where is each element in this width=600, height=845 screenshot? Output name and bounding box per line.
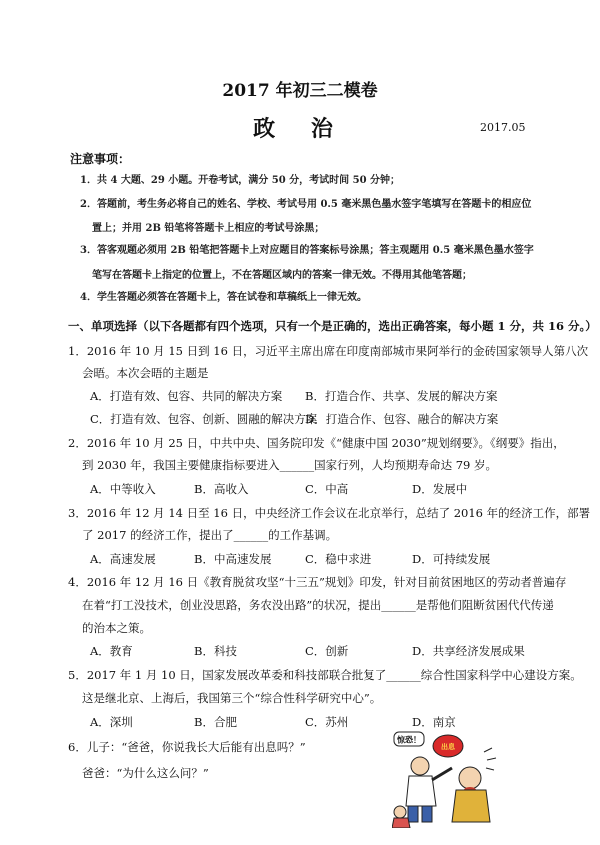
question-4-option-c: C．创新: [305, 644, 349, 658]
question-2-option-d: D．发展中: [412, 482, 468, 496]
question-4-option-d: D．共享经济发展成果: [412, 644, 525, 658]
question-4-line-3: 的治本之策。: [82, 621, 151, 635]
question-2-option-a: A．中等收入: [90, 482, 156, 496]
question-5-line-1: 5．2017 年 1 月 10 日，国家发展改革委和科技部联合批复了______综合性国家科学中心建设方案。: [68, 668, 582, 682]
question-3-line-1: 3．2016 年 12 月 14 日至 16 日，中央经济工作会议在北京举行，总结了 2016 年的经济工作，部署: [68, 506, 591, 520]
cartoon-illustration: [392, 728, 500, 828]
question-1-option-b: B．打造合作、共享、发展的解决方案: [305, 389, 498, 403]
question-1-option-a: A．打造有效、包容、共同的解决方案: [90, 389, 283, 403]
question-3-option-c: C．稳中求进: [305, 552, 372, 566]
son-body: [452, 790, 490, 822]
question-1-line-1: 1．2016 年 10 月 15 日到 16 日，习近平主席出席在印度南部城市果阿举行的金砖国家领导人第八次: [68, 344, 589, 358]
father-arm: [432, 768, 452, 780]
question-3-option-d: D．可持续发展: [412, 552, 491, 566]
question-3-option-b: B．中高速发展: [194, 552, 272, 566]
question-3-option-a: A．高速发展: [90, 552, 156, 566]
question-4-option-a: A．教育: [90, 644, 133, 658]
father-head: [411, 757, 429, 775]
question-3-line-2: 了 2017 的经济工作，提出了______的工作基调。: [82, 528, 338, 542]
note-item: 2．答题前，考生务必将自己的姓名、学校、考试号用 0.5 毫米黑色墨水签字笔填写在答题卡的相应位: [80, 199, 532, 210]
question-5-option-d: D．南京: [412, 715, 456, 729]
question-2-line-1: 2．2016 年 10 月 25 日，中共中央、国务院印发《“健康中国 2030”规划纲要》。《纲要》指出，: [68, 436, 565, 450]
question-6-line-2: 爸爸：“为什么这么问？”: [82, 766, 209, 780]
question-5-option-c: C．苏州: [305, 715, 349, 729]
question-5-option-b: B．合肥: [194, 715, 237, 729]
question-2-line-2: 到 2030 年，我国主要健康指标要进入______国家行列，人均预期寿命达 79 岁。: [82, 458, 498, 472]
question-5-option-a: A．深圳: [90, 715, 133, 729]
note-item: 4．学生答题必须答在答题卡上，答在试卷和草稿纸上一律无效。: [80, 292, 367, 303]
question-4-option-b: B．科技: [194, 644, 237, 658]
sign-text-promise: 出息: [441, 743, 455, 751]
bubble-text-surprised: 惊恐！: [397, 735, 421, 745]
section-heading: 一、单项选择（以下各题都有四个选项，只有一个是正确的，选出正确答案，每小题 1 分，共 16 分。）: [68, 319, 597, 333]
note-item-continued: 置上；并用 2B 铅笔将答题卡上相应的考试号涂黑；: [92, 223, 325, 234]
question-1-option-d: D．打造合作、包容、融合的解决方案: [305, 412, 499, 426]
notes-heading: 注意事项：: [70, 152, 131, 166]
note-item: 1．共 4 大题、29 小题。开卷考试，满分 50 分，考试时间 50 分钟；: [80, 175, 401, 186]
question-4-line-2: 在着“打工没技术，创业没思路，务农没出路”的状况，提出______是帮他们阻断贫困代代传递: [82, 598, 554, 612]
exam-date: 2017.05: [480, 121, 526, 134]
question-4-line-1: 4．2016 年 12 月 16 日《教育脱贫攻坚“十三五”规划》印发，针对目前贫困地区的劳动者普遍存: [68, 575, 567, 589]
question-1-line-2: 会晤。本次会晤的主题是: [82, 366, 209, 380]
question-1-option-c: C．打造有效、包容、创新、圆融的解决方案: [90, 412, 318, 426]
son-head: [459, 767, 481, 789]
note-item: 3．答客观题必须用 2B 铅笔把答题卡上对应题目的答案标号涂黑；答主观题用 0.5 毫米黑色墨水签字: [80, 245, 534, 256]
father-body: [406, 776, 436, 806]
question-2-option-b: B．高收入: [194, 482, 249, 496]
question-6-line-1: 6．儿子：“爸爸，你说我长大后能有出息吗？”: [68, 740, 306, 754]
subject-title: 政 治: [253, 116, 347, 142]
question-5-line-2: 这是继北京、上海后，我国第三个“综合性科学研究中心”。: [82, 691, 382, 705]
exam-title: 2017 年初三二模卷: [222, 81, 378, 101]
question-2-option-c: C．中高: [305, 482, 349, 496]
note-item-continued: 笔写在答题卡上指定的位置上，不在答题区域内的答案一律无效。不得用其他笔答题；: [92, 270, 472, 281]
